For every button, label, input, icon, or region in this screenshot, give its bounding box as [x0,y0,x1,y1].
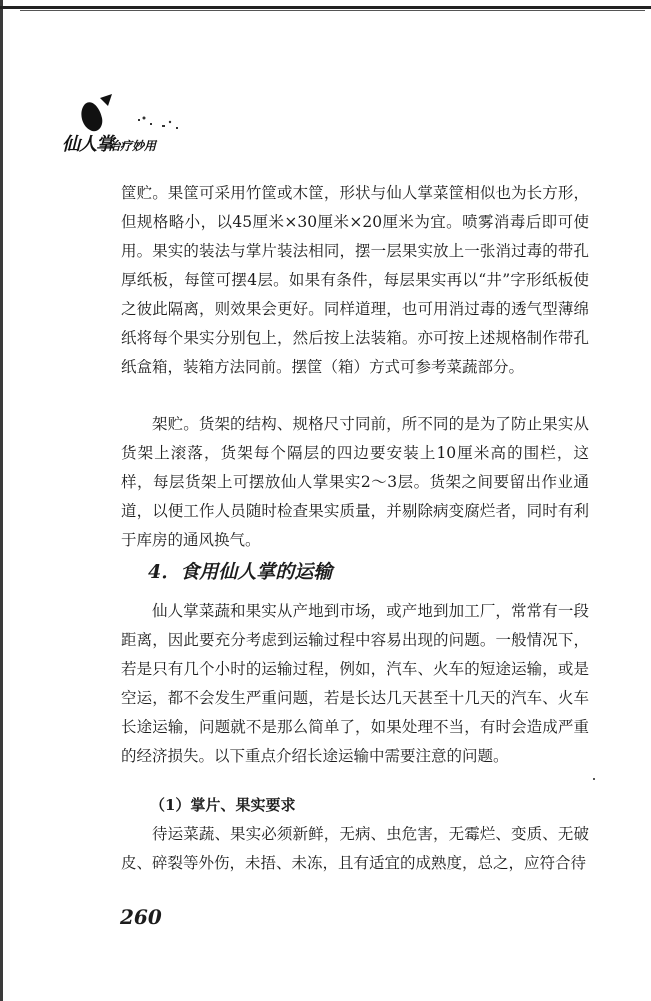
paragraph-shelf-storage: 架贮。货架的结构、规格尺寸同前，所不同的是为了防止果实从货架上滚落，货架每个隔层的四边要安装上10厘米高的围栏，这样，每层货架上可摆放仙人掌果实2～3层。货架之间要留出作业通道，以便工作人员随时检查果实质量，并剔除病变腐烂者，同时有利于库房的通风换气。 [121,415,589,549]
paragraph-requirements: 待运菜蔬、果实必须新鲜，无病、虫危害，无霉烂、变质、无破皮、碎裂等外伤，未捂、未冻，且有适宜的成熟度，总之，应符合待 [121,825,589,872]
paragraph-transport-intro: 仙人掌菜蔬和果实从产地到市场，或产地到加工厂，常常有一段距离，因此要充分考虑到运输过程中容易出现的问题。一般情况下，若是只有几个小时的运输过程，例如，汽车、火车的短途运输，或是空运，都不会发生严重问题，若是长达几天甚至十几天的汽车、火车长途运输，问题就不是那么简单了，如果处理不当，有时会造成严重的经济损失。以下重点介绍长途运输中需要注意的问题。 [121,602,589,765]
section-heading: 4．食用仙人掌的运输 [148,561,333,583]
page-edge-shadow [0,0,3,1001]
book-subtitle: 治疗妙用 [108,139,157,153]
subsection-heading: （1）掌片、果实要求 [150,796,296,814]
book-title: 仙人掌 [62,134,113,155]
paragraph-basket-storage: 筐贮。果筐可采用竹筐或木筐，形状与仙人掌菜筐相似也为长方形，但规格略小，以45厘米×30厘米×20厘米为宜。喷雾消毒后即可使用。果实的装法与掌片装法相同，摆一层果实放上一张消过毒的带孔厚纸板，每筐可摆4层。如果有条件，每层果实再以“井”字形纸板使之彼此隔离，则效果会更好。同样道理，也可用消过毒的透气型薄绵纸将每个果实分别包上，然后按上法装箱。亦可按上述规格制作带孔纸盒箱，装箱方法同前。摆筐（箱）方式可参考菜蔬部分。 [121,184,589,376]
page-number: 260 [120,905,162,929]
top-rule-thin [20,10,645,11]
top-rule [0,6,651,9]
speck [593,778,595,780]
